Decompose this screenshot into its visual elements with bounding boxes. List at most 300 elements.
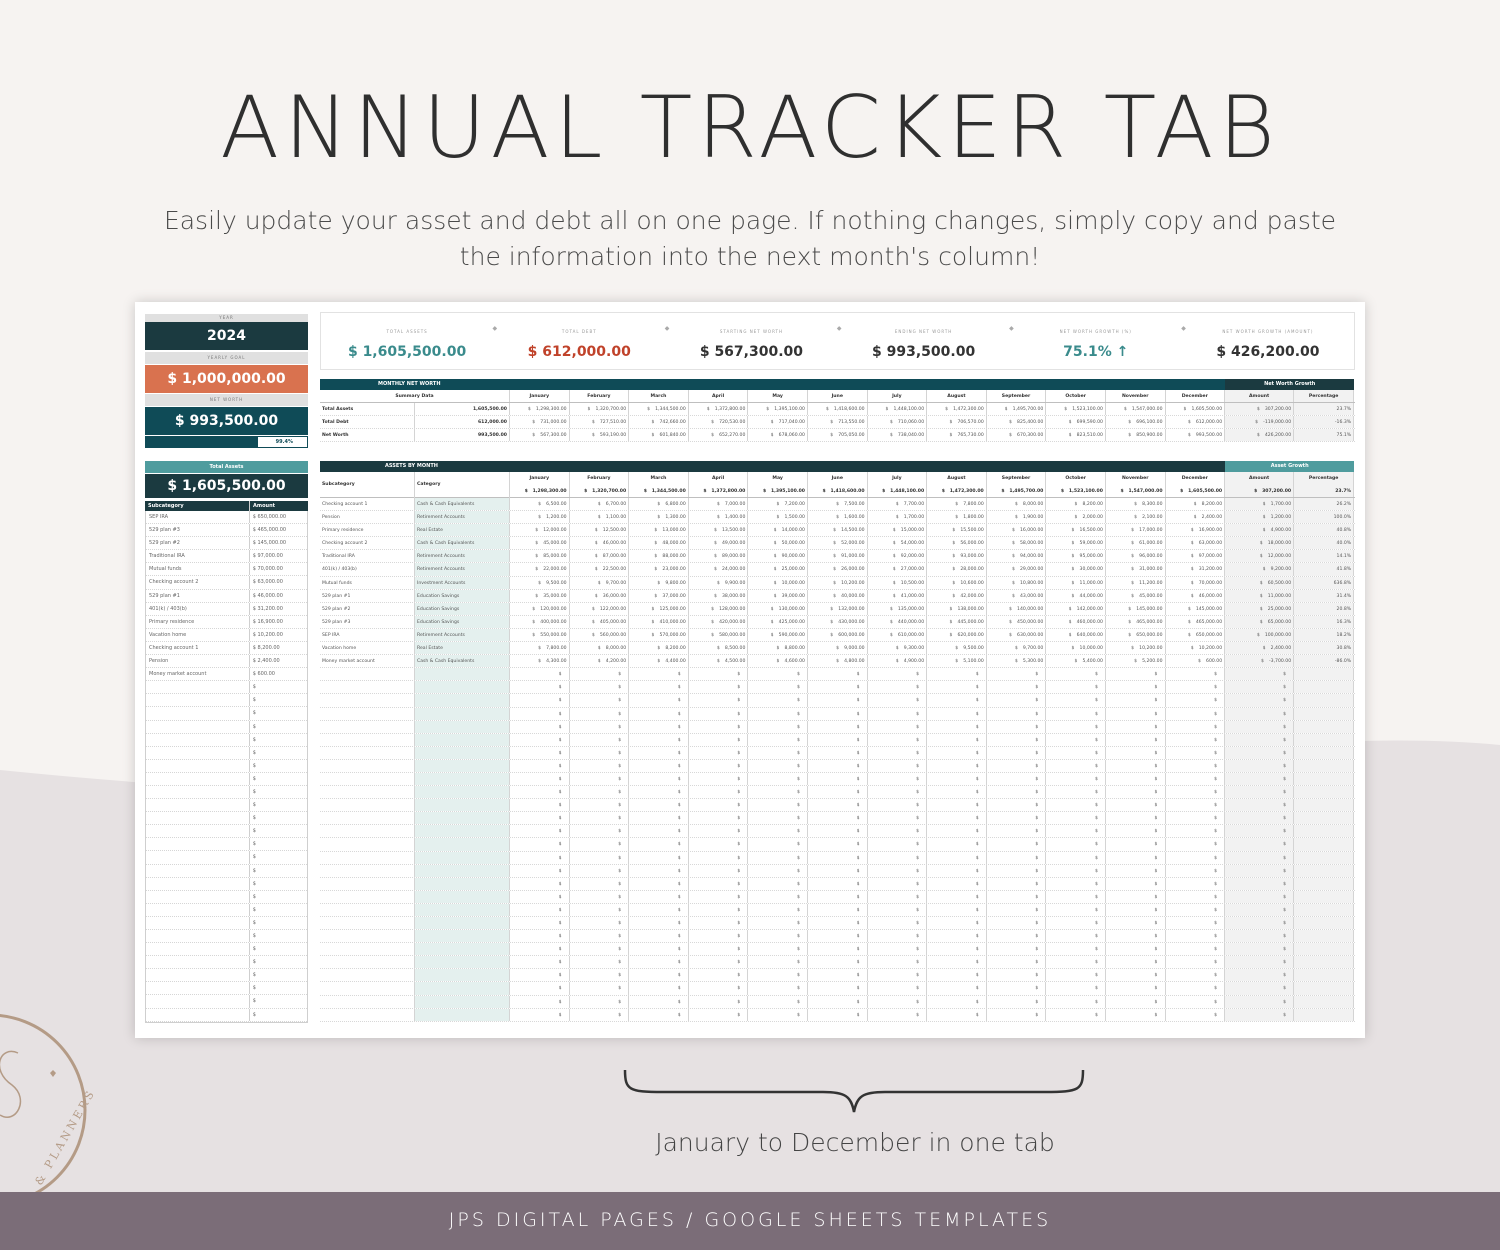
month-value-cell[interactable]: $ 89,000.00 [689,550,749,562]
month-value-cell[interactable]: $ 122,000.00 [570,603,630,615]
month-value-cell[interactable] [629,812,689,824]
month-value-cell[interactable] [570,852,630,864]
month-value-cell[interactable]: $ 4,300.00 [510,655,570,667]
month-value-cell[interactable]: $ 96,000.00 [1106,550,1166,562]
month-value-cell[interactable] [868,825,928,837]
category-cell[interactable] [415,786,510,798]
month-value-cell[interactable]: $ 1,298,300.00 [510,403,570,415]
month-value-cell[interactable]: $ 11,200.00 [1106,577,1166,589]
amount-cell[interactable]: $ [252,854,256,861]
month-value-cell[interactable] [1106,708,1166,720]
subcategory-cell[interactable] [146,838,250,850]
month-value-cell[interactable] [868,982,928,994]
month-value-cell[interactable]: $ 465,000.00 [1166,616,1226,628]
subcategory-cell[interactable]: Checking account 2 [320,537,415,549]
month-value-cell[interactable]: $ 601,840.00 [629,429,689,441]
month-value-cell[interactable] [808,969,868,981]
month-value-cell[interactable]: $ 1,448,100.00 [868,403,928,415]
month-value-cell[interactable] [808,930,868,942]
subcategory-cell[interactable] [146,734,250,746]
month-value-cell[interactable] [510,681,570,693]
month-value-cell[interactable] [1106,747,1166,759]
month-value-cell[interactable] [689,838,749,850]
month-value-cell[interactable]: $ 8,500.00 [689,642,749,654]
month-value-cell[interactable] [1106,865,1166,877]
amount-cell[interactable]: $ [252,762,256,769]
month-value-cell[interactable] [927,956,987,968]
subcategory-cell[interactable]: 529 plan #3 [320,616,415,628]
month-value-cell[interactable]: $ 88,000.00 [629,550,689,562]
month-value-cell[interactable]: $ 6,800.00 [629,498,689,510]
month-value-cell[interactable]: $ 9,500.00 [927,642,987,654]
month-value-cell[interactable] [808,799,868,811]
month-value-cell[interactable] [927,721,987,733]
month-value-cell[interactable] [629,917,689,929]
month-value-cell[interactable]: $ 16,000.00 [987,524,1047,536]
month-total-cell[interactable]: $ 1,320,700.00 [570,485,630,497]
month-value-cell[interactable] [1166,996,1226,1008]
month-value-cell[interactable] [808,681,868,693]
subcategory-cell[interactable] [320,760,415,772]
amount-cell[interactable]: $ [252,972,256,979]
month-value-cell[interactable] [868,865,928,877]
amount-cell[interactable]: $ [252,841,256,848]
month-value-cell[interactable] [927,681,987,693]
month-value-cell[interactable] [808,838,868,850]
month-value-cell[interactable] [748,799,808,811]
amount-cell[interactable]: $ [252,919,256,926]
month-value-cell[interactable]: $ 135,000.00 [868,603,928,615]
month-value-cell[interactable] [1046,996,1106,1008]
subcategory-cell[interactable]: Primary residence [146,616,250,628]
month-value-cell[interactable] [1166,956,1226,968]
month-value-cell[interactable] [510,734,570,746]
amount-cell[interactable]: $ [252,946,256,953]
month-value-cell[interactable]: $ 400,000.00 [510,616,570,628]
subcategory-cell[interactable] [146,930,250,942]
subcategory-cell[interactable]: 529 plan #1 [320,590,415,602]
month-value-cell[interactable] [808,852,868,864]
month-value-cell[interactable]: $ 1,400.00 [689,511,749,523]
month-value-cell[interactable] [1106,694,1166,706]
month-value-cell[interactable] [510,930,570,942]
subcategory-cell[interactable] [320,708,415,720]
category-cell[interactable]: Retirement Accounts [415,550,510,562]
month-value-cell[interactable] [808,904,868,916]
category-cell[interactable] [415,982,510,994]
month-value-cell[interactable] [510,760,570,772]
month-value-cell[interactable]: $ 22,500.00 [570,563,630,575]
amount-cell[interactable]: $ [252,828,256,835]
subcategory-cell[interactable]: Vacation home [146,629,250,641]
month-value-cell[interactable]: $ 1,395,100.00 [748,403,808,415]
month-value-cell[interactable] [510,668,570,680]
month-value-cell[interactable]: $ 590,000.00 [748,629,808,641]
month-value-cell[interactable]: $ 132,000.00 [808,603,868,615]
month-value-cell[interactable]: $ 713,550.00 [808,416,868,428]
month-value-cell[interactable]: $ 12,000.00 [510,524,570,536]
month-value-cell[interactable]: $ 593,190.00 [570,429,630,441]
month-value-cell[interactable]: $ 48,000.00 [629,537,689,549]
month-value-cell[interactable] [868,734,928,746]
category-cell[interactable] [415,812,510,824]
month-value-cell[interactable]: $ 4,600.00 [748,655,808,667]
subcategory-cell[interactable]: 529 plan #1 [146,590,250,602]
month-value-cell[interactable] [510,878,570,890]
month-value-cell[interactable] [927,943,987,955]
month-value-cell[interactable] [1166,812,1226,824]
subcategory-cell[interactable]: 529 plan #3 [146,524,250,536]
category-cell[interactable] [415,668,510,680]
month-value-cell[interactable]: $ 31,200.00 [1166,563,1226,575]
month-value-cell[interactable]: $ 10,000.00 [1046,642,1106,654]
month-value-cell[interactable] [808,812,868,824]
month-value-cell[interactable] [629,773,689,785]
month-value-cell[interactable]: $ 42,000.00 [927,590,987,602]
month-value-cell[interactable] [927,668,987,680]
month-value-cell[interactable]: $ 12,500.00 [570,524,630,536]
month-value-cell[interactable]: $ 10,500.00 [868,577,928,589]
amount-cell[interactable]: $ 70,000.00 [252,566,283,573]
subcategory-cell[interactable]: SEP IRA [320,629,415,641]
month-value-cell[interactable] [1106,1009,1166,1021]
month-value-cell[interactable]: $ 7,000.00 [689,498,749,510]
month-value-cell[interactable] [748,838,808,850]
month-value-cell[interactable] [748,878,808,890]
month-value-cell[interactable] [1166,1009,1226,1021]
month-value-cell[interactable]: $ 10,200.00 [1166,642,1226,654]
month-value-cell[interactable] [1046,943,1106,955]
month-value-cell[interactable] [808,721,868,733]
subcategory-cell[interactable]: Traditional IRA [320,550,415,562]
month-value-cell[interactable] [629,930,689,942]
month-value-cell[interactable]: $ 8,000.00 [570,642,630,654]
month-value-cell[interactable] [570,760,630,772]
amount-cell[interactable]: $ [252,933,256,939]
month-value-cell[interactable] [510,838,570,850]
category-cell[interactable] [415,891,510,903]
category-cell[interactable]: Retirement Accounts [415,563,510,575]
month-value-cell[interactable]: $ 11,000.00 [1046,577,1106,589]
month-value-cell[interactable]: $ 9,800.00 [629,577,689,589]
month-value-cell[interactable] [868,878,928,890]
month-value-cell[interactable] [510,721,570,733]
month-value-cell[interactable] [987,799,1047,811]
subcategory-cell[interactable] [320,681,415,693]
month-value-cell[interactable] [510,956,570,968]
month-value-cell[interactable] [1166,982,1226,994]
month-value-cell[interactable] [1166,904,1226,916]
month-value-cell[interactable] [748,773,808,785]
category-cell[interactable] [415,996,510,1008]
month-value-cell[interactable] [570,681,630,693]
month-value-cell[interactable]: $ 94,000.00 [987,550,1047,562]
month-value-cell[interactable] [629,904,689,916]
month-total-cell[interactable]: $ 1,605,500.00 [1166,485,1226,497]
month-value-cell[interactable]: $ 35,000.00 [510,590,570,602]
month-value-cell[interactable]: $ 16,900.00 [1166,524,1226,536]
category-cell[interactable] [415,708,510,720]
month-value-cell[interactable]: $ 45,000.00 [510,537,570,549]
subcategory-cell[interactable] [146,694,250,706]
category-cell[interactable]: Education Savings [415,590,510,602]
month-value-cell[interactable]: $ 46,000.00 [1166,590,1226,602]
yearly-goal-value[interactable]: $ 1,000,000.00 [145,365,308,393]
month-value-cell[interactable]: $ 825,400.00 [987,416,1047,428]
amount-cell[interactable]: $ [252,893,256,900]
month-value-cell[interactable] [868,891,928,903]
month-value-cell[interactable]: $ 1,300.00 [629,511,689,523]
month-value-cell[interactable] [570,734,630,746]
amount-cell[interactable]: $ 145,000.00 [252,540,287,547]
subcategory-cell[interactable] [320,734,415,746]
category-cell[interactable] [415,681,510,693]
amount-cell[interactable]: $ 465,000.00 [252,527,287,534]
month-value-cell[interactable]: $ 5,400.00 [1046,655,1106,667]
month-value-cell[interactable]: $ 10,200.00 [1106,642,1166,654]
month-value-cell[interactable]: $ 5,200.00 [1106,655,1166,667]
month-value-cell[interactable] [808,917,868,929]
month-value-cell[interactable] [570,865,630,877]
category-cell[interactable]: Cash & Cash Equivalents [415,655,510,667]
month-value-cell[interactable]: $ 742,660.00 [629,416,689,428]
month-value-cell[interactable] [570,878,630,890]
month-value-cell[interactable] [689,982,749,994]
month-value-cell[interactable]: $ 9,000.00 [808,642,868,654]
month-value-cell[interactable] [868,838,928,850]
amount-cell[interactable]: $ [252,802,256,809]
month-value-cell[interactable]: $ 699,590.00 [1046,416,1106,428]
month-value-cell[interactable]: $ 710,060.00 [868,416,928,428]
month-value-cell[interactable]: $ 36,000.00 [570,590,630,602]
month-value-cell[interactable] [748,956,808,968]
month-value-cell[interactable]: $ 30,000.00 [1046,563,1106,575]
month-value-cell[interactable] [570,891,630,903]
month-value-cell[interactable] [1046,917,1106,929]
month-value-cell[interactable]: $ 92,000.00 [868,550,928,562]
month-value-cell[interactable] [808,825,868,837]
month-value-cell[interactable] [1166,734,1226,746]
month-value-cell[interactable] [510,943,570,955]
month-value-cell[interactable] [987,904,1047,916]
amount-cell[interactable]: $ [252,906,256,913]
month-value-cell[interactable] [868,852,928,864]
month-value-cell[interactable] [748,681,808,693]
month-value-cell[interactable] [868,904,928,916]
month-value-cell[interactable]: $ 15,500.00 [927,524,987,536]
month-value-cell[interactable] [927,838,987,850]
month-value-cell[interactable]: $ 145,000.00 [1106,603,1166,615]
subcategory-cell[interactable] [146,982,250,994]
category-cell[interactable]: Education Savings [415,603,510,615]
category-cell[interactable]: Education Savings [415,616,510,628]
amount-cell[interactable]: $ [252,788,256,795]
month-value-cell[interactable] [570,786,630,798]
subcategory-cell[interactable] [146,799,250,811]
amount-cell[interactable]: $ [252,998,256,1005]
month-value-cell[interactable] [927,825,987,837]
amount-cell[interactable]: $ [252,736,256,743]
subcategory-cell[interactable]: Primary residence [320,524,415,536]
month-value-cell[interactable] [927,878,987,890]
month-value-cell[interactable]: $ 28,000.00 [927,563,987,575]
category-cell[interactable] [415,865,510,877]
month-total-cell[interactable]: $ 1,523,100.00 [1046,485,1106,497]
month-value-cell[interactable] [808,943,868,955]
month-value-cell[interactable]: $ 91,000.00 [808,550,868,562]
month-value-cell[interactable] [987,982,1047,994]
month-value-cell[interactable]: $ 140,000.00 [987,603,1047,615]
month-value-cell[interactable] [1046,1009,1106,1021]
month-value-cell[interactable]: $ 39,000.00 [748,590,808,602]
month-value-cell[interactable]: $ 26,000.00 [808,563,868,575]
subcategory-cell[interactable] [320,852,415,864]
month-value-cell[interactable]: $ 120,000.00 [510,603,570,615]
category-cell[interactable] [415,878,510,890]
subcategory-cell[interactable] [146,995,250,1007]
month-value-cell[interactable]: $ 765,730.00 [927,429,987,441]
amount-cell[interactable]: $ 16,900.00 [252,618,283,625]
month-value-cell[interactable] [1046,786,1106,798]
month-value-cell[interactable]: $ 90,000.00 [748,550,808,562]
month-value-cell[interactable] [1046,694,1106,706]
month-value-cell[interactable] [868,917,928,929]
month-value-cell[interactable] [570,904,630,916]
subcategory-cell[interactable]: 401(k) / 403(b) [320,563,415,575]
amount-cell[interactable]: $ [252,684,256,691]
month-value-cell[interactable] [1106,812,1166,824]
month-value-cell[interactable] [868,799,928,811]
month-value-cell[interactable]: $ 8,000.00 [987,498,1047,510]
month-value-cell[interactable]: $ 717,040.00 [748,416,808,428]
month-value-cell[interactable] [629,891,689,903]
month-value-cell[interactable]: $ 8,200.00 [1046,498,1106,510]
month-value-cell[interactable]: $ 7,700.00 [868,498,928,510]
amount-cell[interactable]: $ [252,697,256,704]
month-value-cell[interactable]: $ 630,000.00 [987,629,1047,641]
month-value-cell[interactable]: $ 1,547,000.00 [1106,403,1166,415]
month-value-cell[interactable] [570,825,630,837]
category-cell[interactable] [415,694,510,706]
month-value-cell[interactable] [808,694,868,706]
amount-cell[interactable]: $ 46,000.00 [252,592,283,599]
amount-cell[interactable]: $ [252,815,256,822]
month-value-cell[interactable] [1166,825,1226,837]
month-value-cell[interactable]: $ 4,800.00 [808,655,868,667]
month-value-cell[interactable]: $ 440,000.00 [868,616,928,628]
month-value-cell[interactable] [808,760,868,772]
month-value-cell[interactable] [927,969,987,981]
month-value-cell[interactable] [1106,786,1166,798]
month-value-cell[interactable] [570,799,630,811]
month-value-cell[interactable]: $ 87,000.00 [570,550,630,562]
month-value-cell[interactable]: $ 420,000.00 [689,616,749,628]
month-value-cell[interactable] [987,865,1047,877]
amount-cell[interactable]: $ 600.00 [252,671,275,678]
month-value-cell[interactable] [987,760,1047,772]
month-value-cell[interactable]: $ 993,500.00 [1166,429,1226,441]
month-value-cell[interactable]: $ 1,418,600.00 [808,403,868,415]
month-value-cell[interactable]: $ 54,000.00 [868,537,928,549]
month-value-cell[interactable] [510,982,570,994]
month-value-cell[interactable] [868,694,928,706]
month-value-cell[interactable] [748,1009,808,1021]
month-value-cell[interactable] [629,943,689,955]
month-value-cell[interactable]: $ 15,000.00 [868,524,928,536]
amount-cell[interactable]: $ [252,985,256,992]
month-value-cell[interactable]: $ 14,500.00 [808,524,868,536]
subcategory-cell[interactable] [146,681,250,693]
month-value-cell[interactable]: $ 1,372,800.00 [689,403,749,415]
month-value-cell[interactable] [748,747,808,759]
month-value-cell[interactable]: $ 465,000.00 [1106,616,1166,628]
month-value-cell[interactable] [748,694,808,706]
month-value-cell[interactable] [1166,878,1226,890]
month-value-cell[interactable] [629,734,689,746]
month-value-cell[interactable] [808,708,868,720]
month-value-cell[interactable] [868,721,928,733]
subcategory-cell[interactable]: Checking account 2 [146,576,250,588]
month-value-cell[interactable] [748,734,808,746]
month-value-cell[interactable] [1106,838,1166,850]
month-value-cell[interactable] [808,786,868,798]
month-value-cell[interactable] [1106,969,1166,981]
month-value-cell[interactable] [629,878,689,890]
month-value-cell[interactable] [570,812,630,824]
month-total-cell[interactable]: $ 1,372,800.00 [689,485,749,497]
subcategory-cell[interactable]: 529 plan #2 [320,603,415,615]
month-value-cell[interactable] [689,760,749,772]
subcategory-cell[interactable] [320,1009,415,1021]
subcategory-cell[interactable] [320,891,415,903]
month-value-cell[interactable] [987,1009,1047,1021]
subcategory-cell[interactable]: Money market account [320,655,415,667]
subcategory-cell[interactable] [320,917,415,929]
month-value-cell[interactable] [689,681,749,693]
month-value-cell[interactable] [808,773,868,785]
month-value-cell[interactable] [629,721,689,733]
month-value-cell[interactable] [1106,996,1166,1008]
month-value-cell[interactable] [1166,773,1226,785]
month-value-cell[interactable] [987,878,1047,890]
month-value-cell[interactable] [1166,917,1226,929]
subcategory-cell[interactable]: SEP IRA [146,511,250,523]
month-total-cell[interactable]: $ 1,547,000.00 [1106,485,1166,497]
month-value-cell[interactable] [987,943,1047,955]
amount-cell[interactable]: $ 650,000.00 [252,514,287,520]
month-value-cell[interactable]: $ 612,000.00 [1166,416,1226,428]
month-value-cell[interactable] [629,956,689,968]
month-value-cell[interactable]: $ 61,000.00 [1106,537,1166,549]
month-value-cell[interactable] [510,825,570,837]
month-value-cell[interactable]: $ 4,200.00 [570,655,630,667]
subcategory-cell[interactable]: Money market account [146,668,250,680]
month-value-cell[interactable] [927,917,987,929]
category-cell[interactable] [415,773,510,785]
month-value-cell[interactable] [868,1009,928,1021]
month-value-cell[interactable] [987,734,1047,746]
month-value-cell[interactable] [689,943,749,955]
month-value-cell[interactable] [570,917,630,929]
month-value-cell[interactable]: $ 58,000.00 [987,537,1047,549]
month-value-cell[interactable] [1106,734,1166,746]
month-value-cell[interactable] [1046,681,1106,693]
month-value-cell[interactable] [987,825,1047,837]
month-value-cell[interactable] [748,996,808,1008]
month-value-cell[interactable] [629,786,689,798]
month-value-cell[interactable]: $ 70,000.00 [1166,577,1226,589]
month-value-cell[interactable] [1106,825,1166,837]
